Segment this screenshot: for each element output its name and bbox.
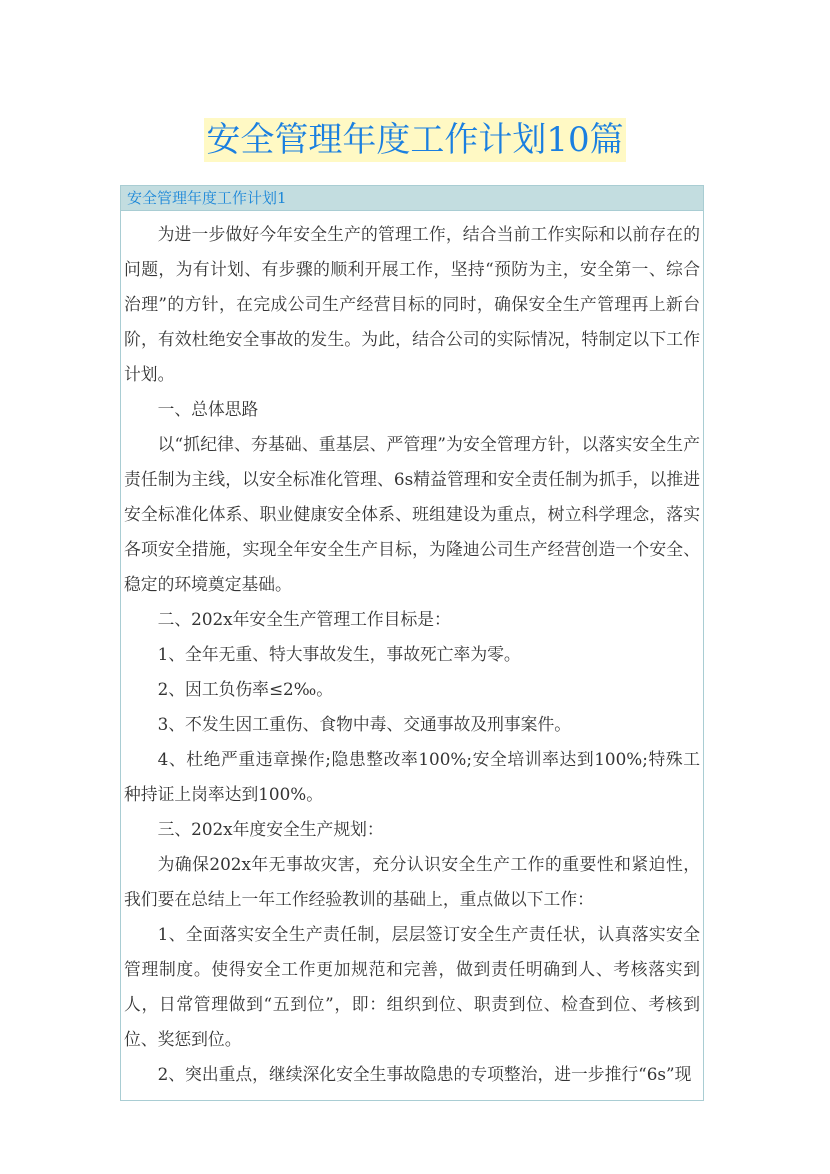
paragraph: 二、202x年安全生产管理工作目标是： [157,609,451,629]
paragraph: 为进一步做好今年安全生产的管理工作，结合当前工作实际和以前存在的问题，为有计划、有步骤的顺利开展工作，坚持“预防为主，安全第一、综合治理”的方针，在完成公司生产经营目标的同时，确保安全生产管理再上新台阶，有效杜绝安全事故的发生。为此，结合公司的实际情况，特制定以下工作计划。 [124,224,700,384]
section-content [121,211,703,1100]
paragraph: 一、总体思路 [157,399,259,419]
paragraph: 为确保202x年无事故灾害，充分认识安全生产工作的重要性和紧迫性，我们要在总结上一年工作经验教训的基础上，重点做以下工作： [124,854,700,909]
paragraph: 4、杜绝严重违章操作;隐患整改率100%;安全培训率达到100%;特殊工种持证上岗率达到100%。 [124,749,700,804]
section-box [120,185,704,1101]
paragraph: 3、不发生因工重伤、食物中毒、交通事故及刑事案件。 [157,714,572,734]
section-heading: 安全管理年度工作计划1 [121,186,703,211]
paragraph: 1、全年无重、特大事故发生，事故死亡率为零。 [157,644,521,664]
paragraph: 以“抓纪律、夯基础、重基层、严管理”为安全管理方针，以落实安全生产责任制为主线，以安全标准化管理、6s精益管理和安全责任制为抓手，以推进安全标准化体系、职业健康安全体系、班组建设为重点，树立科学理念，落实各项安全措施，实现全年安全生产目标，为隆迪公司生产经营创造一个安全、稳定的环境奠定基础。 [124,434,700,594]
paragraph: 2、突出重点，继续深化安全生事故隐患的专项整治，进一步推行“6s”现 [157,1064,692,1084]
paragraph: 2、因工负伤率≤2‰。 [157,679,333,699]
paragraph: 1、全面落实安全生产责任制，层层签订安全生产责任状，认真落实安全管理制度。使得安全工作更加规范和完善，做到责任明确到人、考核落实到人，日常管理做到“五到位”，即：组织到位、职责到位、检查到位、考核到位、奖惩到位。 [124,924,700,1049]
title-wrap [0,118,830,162]
paragraph: 三、202x年度安全生产规划： [157,819,384,839]
document-title: 安全管理年度工作计划10篇 [206,120,624,160]
